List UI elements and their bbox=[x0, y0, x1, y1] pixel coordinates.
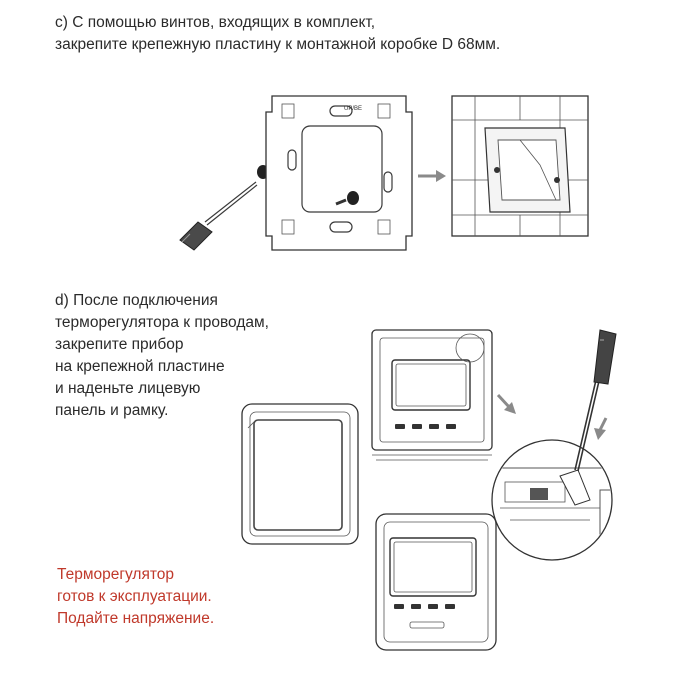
step-d-line-6: панель и рамку. bbox=[55, 402, 169, 419]
step-d-line-3: закрепите прибор bbox=[55, 336, 184, 353]
plate-label: UP/BE bbox=[344, 106, 363, 112]
step-d-line-1: d) После подключения bbox=[55, 292, 218, 309]
step-d-line-4: на крепежной пластине bbox=[55, 358, 225, 375]
mounting-plate bbox=[266, 96, 412, 250]
step-d-line-2: терморегулятора к проводам, bbox=[55, 314, 269, 331]
front-frame bbox=[242, 404, 358, 544]
screwdriver-icon bbox=[180, 182, 257, 250]
arrow-down-right-icon bbox=[498, 395, 516, 414]
step-c-line-1: c) С помощью винтов, входящих в комплект, bbox=[55, 14, 376, 31]
ready-line-2: готов к эксплуатации. bbox=[57, 588, 212, 605]
ready-line-3: Подайте напряжение. bbox=[57, 610, 215, 627]
step-d-line-5: и наденьте лицевую bbox=[55, 380, 201, 397]
wall-box-detail bbox=[452, 96, 588, 236]
zoom-detail bbox=[492, 330, 620, 560]
arrow-down-icon bbox=[594, 418, 606, 440]
thermostat-module bbox=[372, 330, 492, 460]
ready-line-1: Терморегулятор bbox=[57, 566, 175, 583]
assembled-thermostat bbox=[376, 514, 496, 650]
arrow-right-icon bbox=[418, 170, 446, 182]
step-c-line-2: закрепите крепежную пластину к монтажной коробке D 68мм. bbox=[55, 36, 501, 53]
